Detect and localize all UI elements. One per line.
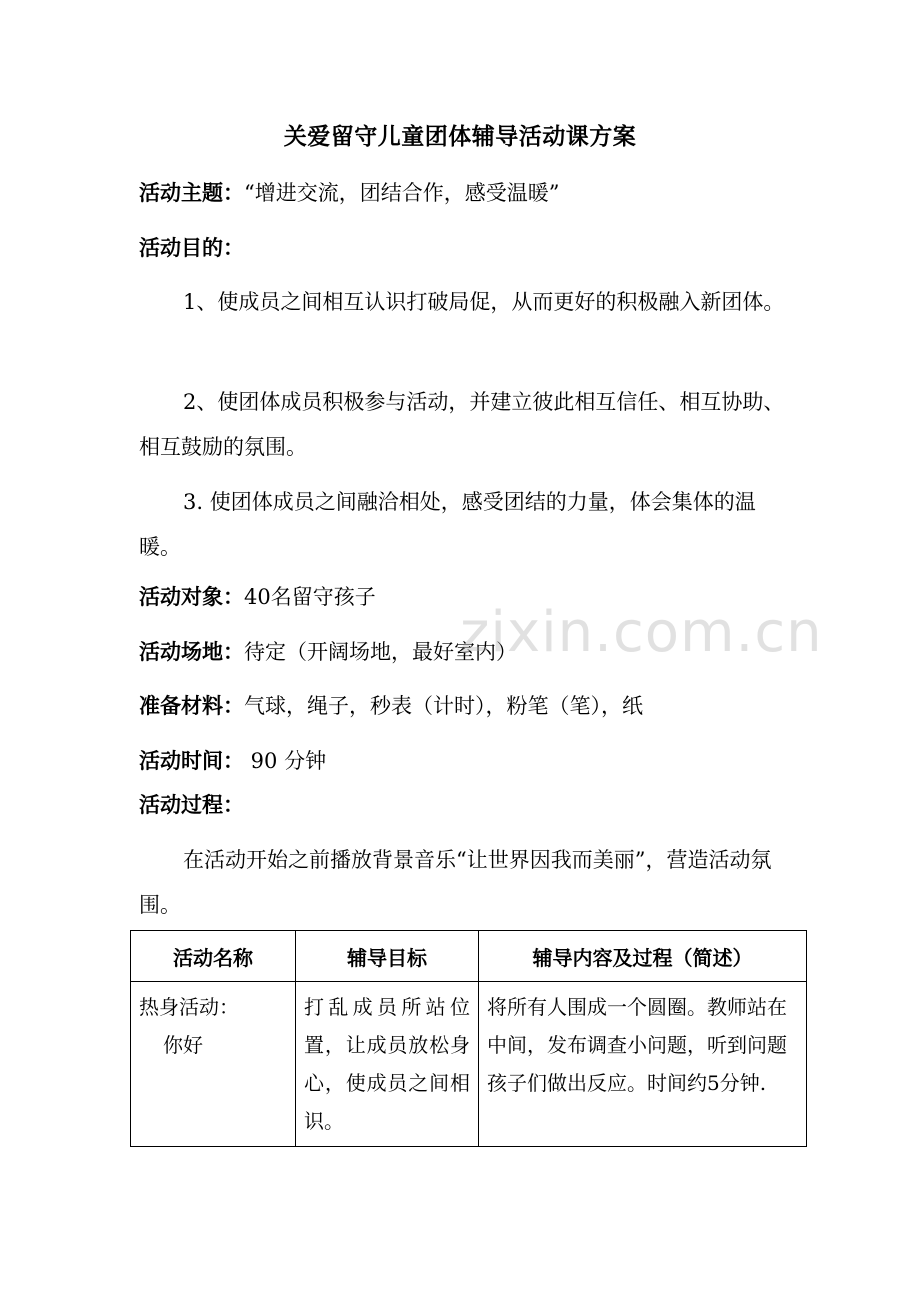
theme-value: “增进交流，团结合作，感受温暖” xyxy=(244,181,560,205)
header-content: 辅导内容及过程（简述） xyxy=(479,931,807,982)
goal-item-2: 2、使团体成员积极参与活动，并建立彼此相互信任、相互协助、相互鼓励的氛围。 xyxy=(139,390,785,459)
goal-item-3: 3. 使团体成员之间融洽相处，感受团结的力量，体会集体的温暖。 xyxy=(139,490,756,559)
theme-label: 活动主题： xyxy=(139,181,244,205)
duration-value: 90 分钟 xyxy=(244,749,327,773)
activity-table xyxy=(130,930,807,1147)
activity-name-line1: 热身活动： xyxy=(139,995,239,1019)
duration-label: 活动时间： xyxy=(139,749,244,773)
activity-name-line2: 你好 xyxy=(163,1033,203,1057)
target-label: 活动对象： xyxy=(139,585,244,609)
duration-line xyxy=(139,746,326,776)
header-activity-name: 活动名称 xyxy=(131,931,296,982)
venue-label: 活动场地： xyxy=(139,640,244,664)
header-goal: 辅导目标 xyxy=(296,931,479,982)
process-label: 活动过程： xyxy=(139,793,244,817)
table-header-row xyxy=(131,931,807,982)
materials-line xyxy=(139,691,643,721)
venue-value: 待定（开阔场地，最好室内） xyxy=(244,640,517,664)
cell-activity-name xyxy=(131,982,296,1147)
table-row xyxy=(131,982,807,1147)
watermark-text: zixin.com.cn xyxy=(460,600,823,665)
document-title: 关爱留守儿童团体辅导活动课方案 xyxy=(283,124,637,150)
goals-label: 活动目的： xyxy=(139,236,244,260)
cell-goal: 打乱成员所站位置，让成员放松身心，使成员之间相识。 xyxy=(296,982,479,1147)
goals-heading xyxy=(139,233,244,263)
materials-value: 气球，绳子，秒表（计时），粉笔（笔），纸 xyxy=(244,694,643,718)
process-intro: 在活动开始之前播放背景音乐“让世界因我而美丽”，营造活动氛围。 xyxy=(139,848,772,917)
process-heading xyxy=(139,790,244,820)
target-line xyxy=(139,582,376,612)
materials-label: 准备材料： xyxy=(139,694,244,718)
theme-line xyxy=(139,178,559,208)
target-value: 40名留守孩子 xyxy=(244,585,376,609)
cell-content: 将所有人围成一个圆圈。教师站在中间，发布调查小问题，听到问题孩子们做出反应。时间约5分钟. xyxy=(479,982,807,1147)
goal-item-1: 1、使成员之间相互认识打破局促，从而更好的积极融入新团体。 xyxy=(183,290,785,314)
